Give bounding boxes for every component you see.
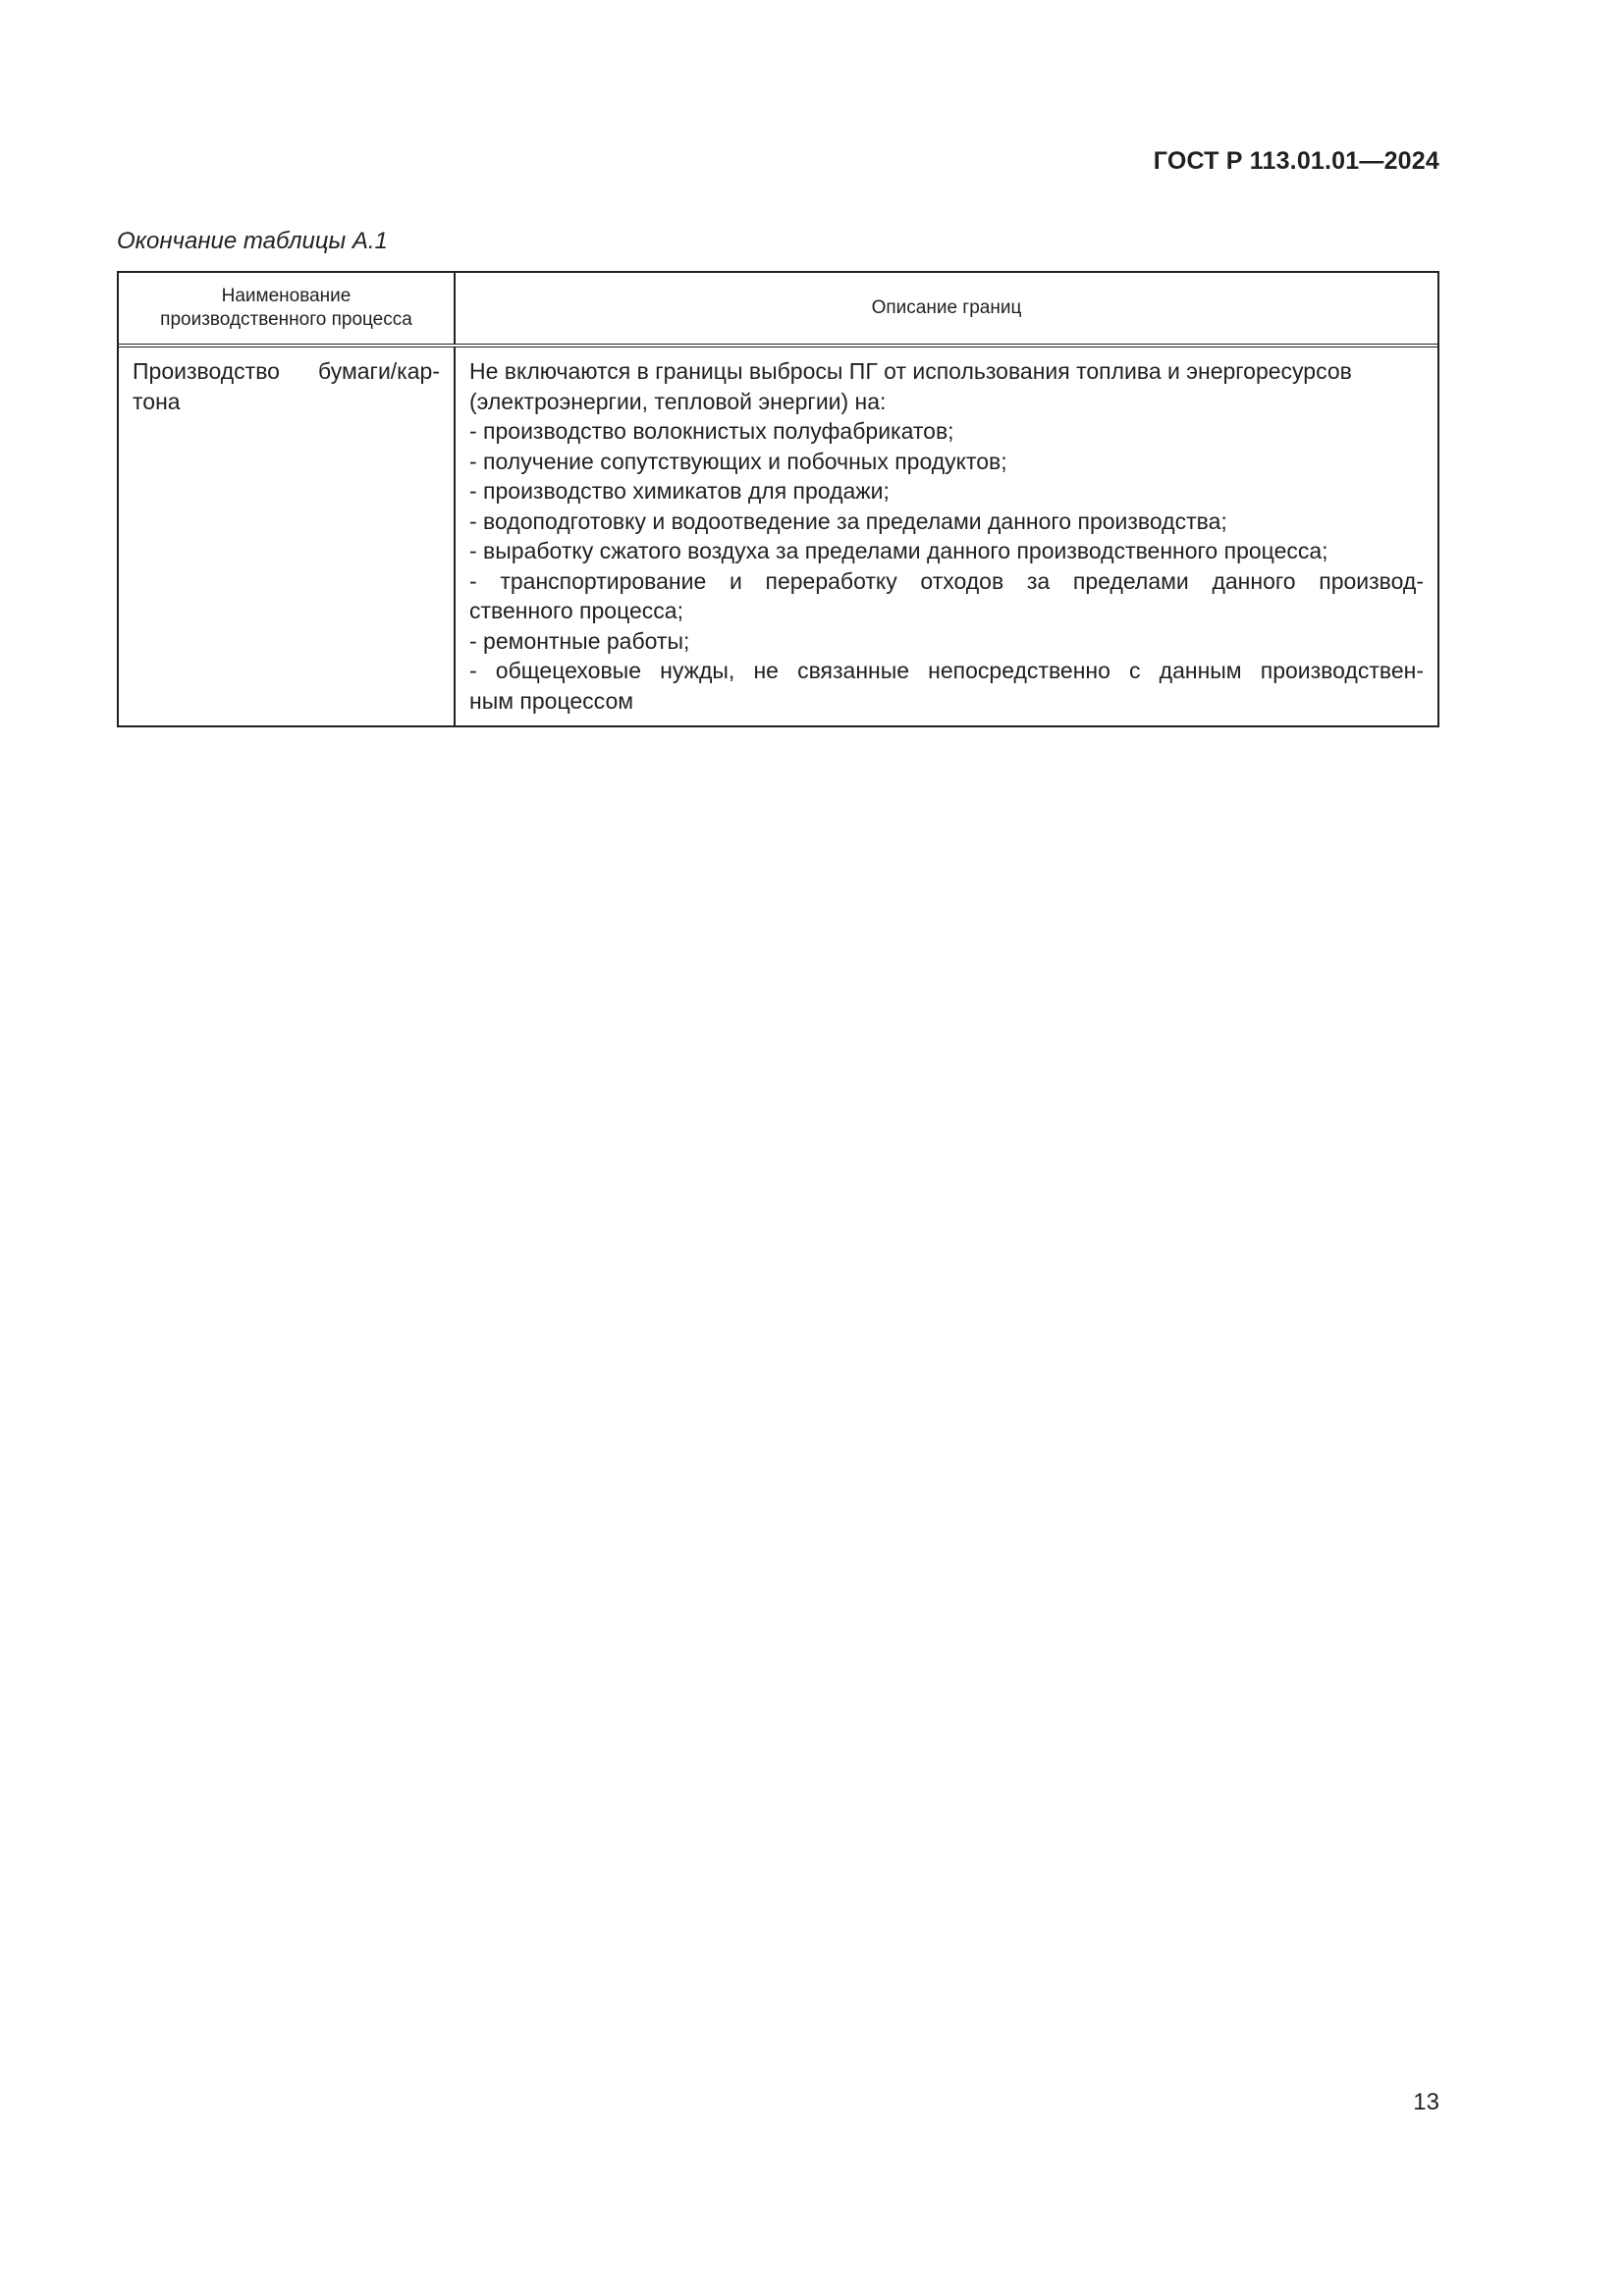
- column-header-line: производственного процесса: [160, 309, 412, 330]
- process-name-line: Производство бумаги/кар-: [133, 358, 440, 384]
- description-list-item: - водоподготовку и водоотведение за пределами данного производства;: [469, 507, 1227, 534]
- page-number: 13: [1413, 2089, 1439, 2115]
- description-list-item: - общецеховые нужды, не связанные непосредственно с данным производствен-: [469, 658, 1424, 683]
- description-line: Не включаются в границы выбросы ПГ от использования топлива и энергоресурсов: [469, 358, 1352, 384]
- cell-boundaries-description: [455, 346, 1437, 725]
- description-list-item: - производство химикатов для продажи;: [469, 478, 890, 504]
- description-list-item-continuation: ным процессом: [469, 687, 634, 714]
- table-caption: Окончание таблицы А.1: [117, 228, 388, 254]
- description-list-item: - выработку сжатого воздуха за пределами данного производственного процесса;: [469, 538, 1328, 563]
- column-header-boundaries: Описание границ: [455, 273, 1437, 346]
- process-name-line: тона: [133, 388, 181, 414]
- description-list-item-continuation: ственного процесса;: [469, 598, 683, 623]
- boundaries-table: [117, 271, 1439, 727]
- column-header-process-name: [119, 273, 455, 346]
- column-header-line: Наименование: [221, 286, 352, 306]
- description-line: (электроэнергии, тепловой энергии) на:: [469, 388, 887, 414]
- description-list-item: - транспортирование и переработку отходов за пределами данного производ-: [469, 567, 1424, 594]
- table-row: [119, 346, 1437, 725]
- table-header-row: [119, 273, 1437, 346]
- document-standard-number: ГОСТ Р 113.01.01—2024: [1153, 147, 1439, 175]
- cell-process-name: [119, 346, 455, 725]
- description-list-item: - производство волокнистых полуфабрикатов;: [469, 418, 954, 444]
- description-list-item: - ремонтные работы;: [469, 627, 690, 654]
- description-list-item: - получение сопутствующих и побочных продуктов;: [469, 448, 1007, 474]
